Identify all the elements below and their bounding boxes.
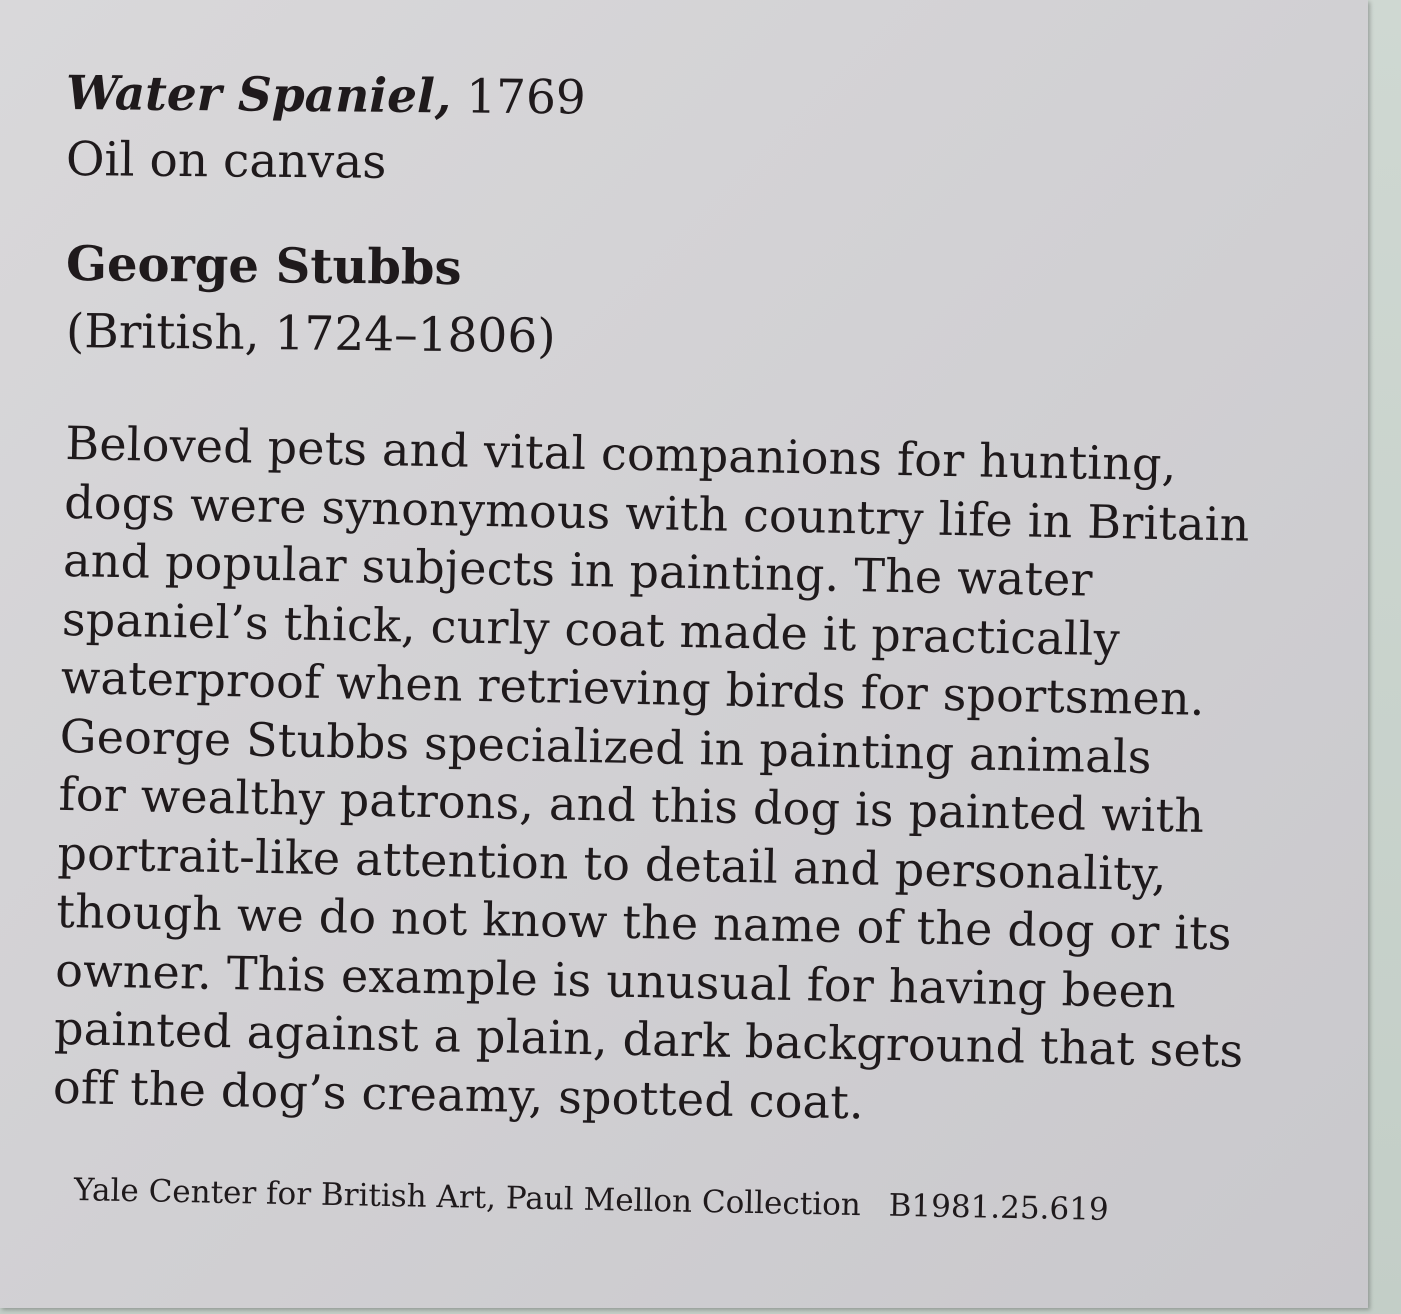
description-line: portrait-like attention to detail and personality, — [57, 825, 1168, 901]
credit-line — [74, 1170, 1109, 1230]
description-line: Beloved pets and vital companions for hunting, — [64, 415, 1178, 492]
description-line: off the dog’s creamy, spotted coat. — [52, 1059, 865, 1129]
artwork-year: 1769 — [465, 69, 587, 126]
artist-name: George Stubbs — [65, 236, 462, 297]
artwork-title-line — [66, 64, 586, 129]
artist-nationality-dates: (British, 1724–1806) — [65, 304, 556, 365]
collection-credit: Yale Center for British Art, Paul Mellon Collection — [73, 1172, 862, 1224]
description-line: George Stubbs specialized in painting animals — [59, 708, 1153, 784]
artwork-title: Water Spaniel, — [65, 66, 452, 125]
description-line: owner. This example is unusual for having been — [54, 942, 1177, 1018]
description-line: spaniel’s thick, curly coat made it practically — [61, 591, 1121, 666]
description-line: though we do not know the name of the dog or its — [55, 883, 1233, 961]
description-line: painted against a plain, dark background that sets — [53, 1000, 1244, 1078]
description-line: for wealthy patrons, and this dog is painted with — [58, 766, 1205, 843]
description-line: dogs were synonymous with country life in Britain — [63, 474, 1250, 552]
description-line: and popular subjects in painting. The water — [62, 532, 1094, 607]
artwork-medium: Oil on canvas — [65, 132, 387, 190]
description-line: waterproof when retrieving birds for sportsmen. — [60, 649, 1206, 726]
accession-number: B1981.25.619 — [888, 1187, 1109, 1228]
artwork-description — [53, 414, 1316, 1140]
